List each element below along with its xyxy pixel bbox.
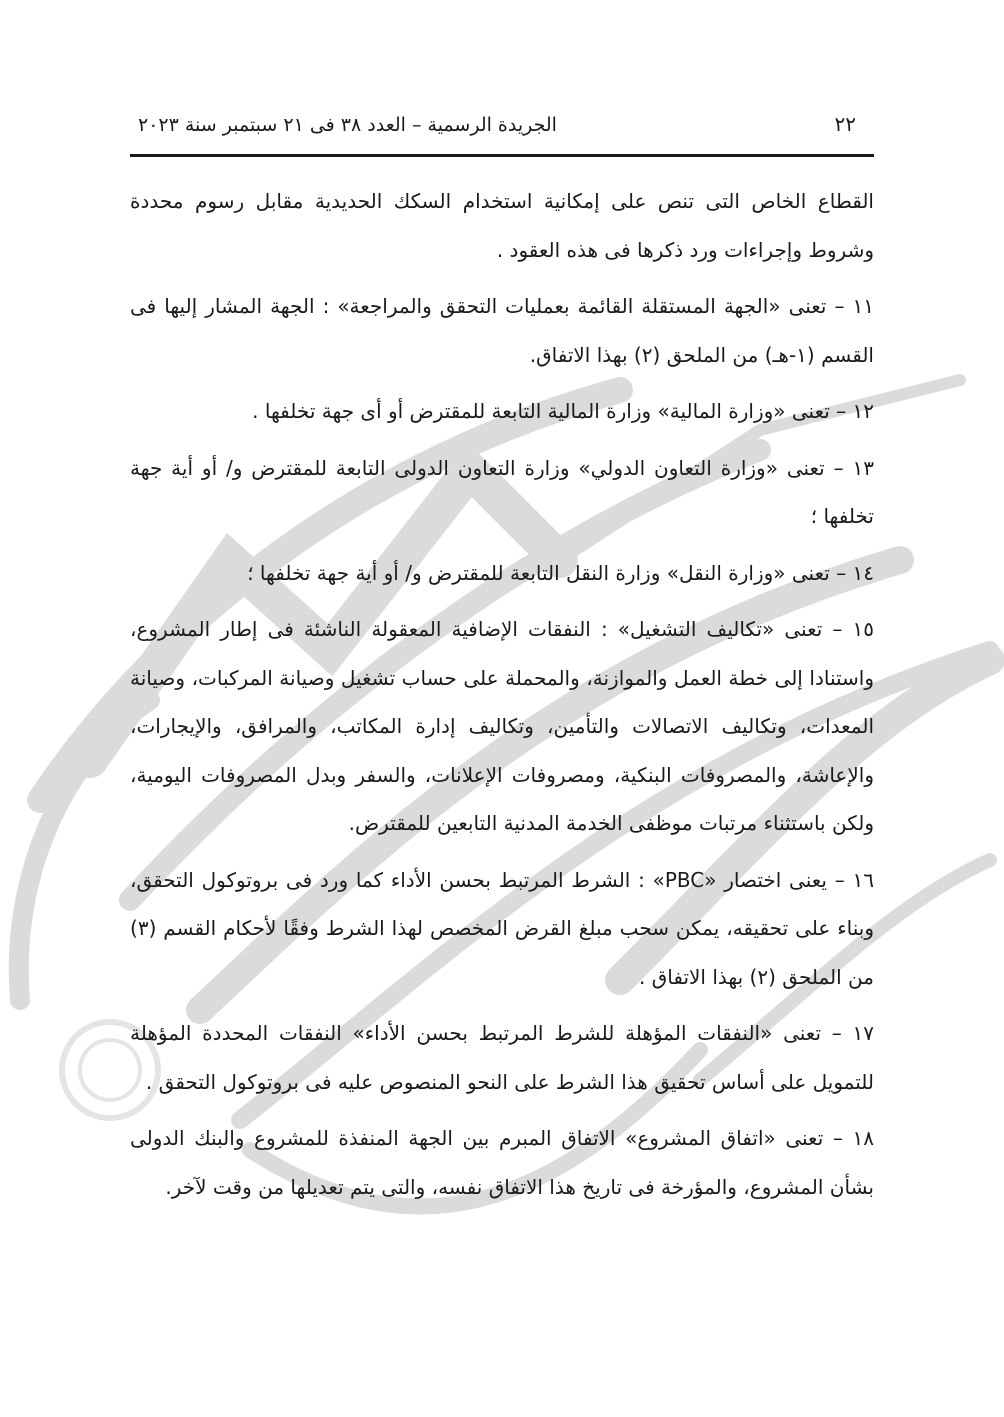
paragraph-11: ١١ – تعنى «الجهة المستقلة القائمة بعمليات التحقق والمراجعة» : الجهة المشار إليها فى القسم (١-هـ) من الملحق (٢) بهذا الاتفاق. [130, 294, 874, 367]
paragraph-continuation: القطاع الخاص التى تنص على إمكانية استخدام السكك الحديدية مقابل رسوم محددة وشروط وإجراءات ورد ذكرها فى هذه العقود . [130, 189, 874, 262]
page-header [130, 112, 874, 148]
page-number: ٢٢ [834, 112, 856, 136]
paragraph-13: ١٣ – تعنى «وزارة التعاون الدولي» وزارة التعاون الدولى التابعة للمقترض و/ أو أية جهة تخلفها ؛ [130, 455, 874, 528]
paragraph-17: ١٧ – تعنى «النفقات المؤهلة للشرط المرتبط بحسن الأداء» النفقات المحددة المؤهلة للتمويل على أساس تحقيق هذا الشرط على النحو المنصوص عليه فى بروتوكول التحقق . [130, 1021, 874, 1094]
document-page [130, 112, 874, 1219]
header-rule [130, 154, 874, 157]
paragraph-18: ١٨ – تعنى «اتفاق المشروع» الاتفاق المبرم بين الجهة المنفذة للمشروع والبنك الدولى بشأن المشروع، والمؤرخة فى تاريخ هذا الاتفاق نفسه، والتى يتم تعديلها من وقت لآخر. [130, 1126, 874, 1199]
paragraph-12: ١٢ – تعنى «وزارة المالية» وزارة المالية التابعة للمقترض أو أى جهة تخلفها . [252, 399, 874, 423]
paragraph-16: ١٦ – يعنى اختصار «PBC» : الشرط المرتبط بحسن الأداء كما ورد فى بروتوكول التحقق، وبناء على تحقيقه، يمكن سحب مبلغ القرض المخصص لهذا الشرط وفقًا لأحكام القسم (٣) من الملحق (٢) بهذا الاتفاق . [130, 867, 874, 989]
paragraph-14: ١٤ – تعنى «وزارة النقل» وزارة النقل التابعة للمقترض و/ أو أية جهة تخلفها ؛ [247, 560, 874, 585]
paragraph-15: ١٥ – تعنى «تكاليف التشغيل» : النفقات الإضافية المعقولة الناشئة فى إطار المشروع، واستنادا إلى خطة العمل والموازنة، والمحملة على حساب تشغيل وصيانة المركبات، وصيانة المعدات، وتكاليف الاتصالات والتأمين، وتكاليف إدارة المكاتب، والمرافق، والإيجارات، والإعاشة، والمصروفات البنكية، ومصروفات الإعلانات، والسفر وبدل المصروفات اليومية، ولكن باستثناء مرتبات موظفى الخدمة المدنية التابعين للمقترض. [130, 617, 874, 835]
gazette-title: الجريدة الرسمية – العدد ٣٨ فى ٢١ سبتمبر سنة ٢٠٢٣ [138, 114, 557, 136]
